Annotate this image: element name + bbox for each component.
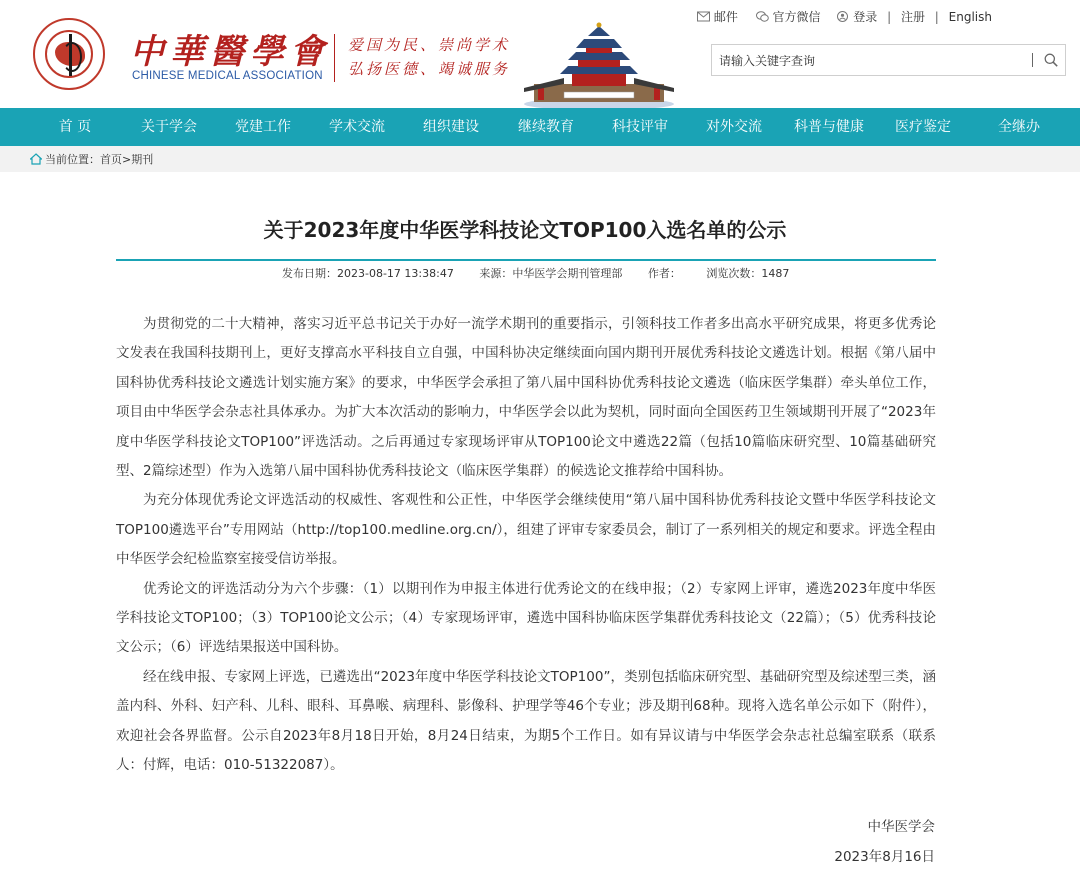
temple-of-heaven-illustration — [524, 22, 674, 108]
slogan-line-2: 弘扬医德、竭诚服务 — [348, 60, 511, 78]
nav-item-review[interactable]: 科技评审 — [612, 119, 668, 135]
logo-divider — [334, 34, 335, 82]
slogan-line-1: 爱国为民、崇尚学术 — [348, 36, 511, 54]
breadcrumb-path[interactable]: 首页>期刊 — [100, 153, 154, 166]
link-separator: | — [887, 9, 892, 24]
paragraph: 为贯彻党的二十大精神，落实习近平总书记关于办好一流学术期刊的重要指示，引领科技工作者多出高水平研究成果，将更多优秀论文发表在我国科技期刊上，更好支撑高水平科技自立自强，中国科协决定继续面向国内期刊开展优秀科技论文遴选计划。根据《第八届中国科协优秀科技论文遴选计划实施方案》的要求，中华医学会承担了第八届中国科协优秀科技论文遴选（临床医学集群）牵头单位工作，项目由中华医学会杂志社具体承办。为扩大本次活动的影响力，中华医学会以此为契机，同时面向全国医药卫生领域期刊开展了“2023年度中华医学科技论文TOP100”评选活动。之后再通过专家现场评审从TOP100论文中遴选22篇（包括10篇临床研究型、10篇基础研究型、2篇综述型）作为入选第八届中国科协优秀科技论文（临床医学集群）的候选论文推荐给中国科协。 — [116, 316, 936, 480]
breadcrumb — [30, 151, 153, 167]
top-links — [697, 8, 992, 25]
article-title: 关于2023年度中华医学科技论文TOP100入选名单的公示 — [263, 218, 787, 242]
search-divider — [1032, 53, 1033, 67]
signature: 中华医学会 — [867, 819, 935, 835]
nav-item-foreign[interactable]: 对外交流 — [706, 119, 762, 135]
search-box — [711, 44, 1066, 76]
wechat-icon — [756, 11, 769, 22]
view-count: 浏览次数：1487 — [706, 267, 790, 280]
register-link[interactable]: 注册 — [900, 10, 925, 24]
nav-item-jiban[interactable]: 全继办 — [998, 119, 1040, 135]
association-emblem-icon[interactable] — [33, 18, 105, 90]
breadcrumb-bar — [0, 146, 1080, 172]
logo-english-name[interactable]: CHINESE MEDICAL ASSOCIATION — [132, 70, 323, 82]
search-icon[interactable] — [1044, 53, 1058, 67]
search-input[interactable] — [717, 50, 1021, 72]
publish-date: 发布日期：2023-08-17 13:38:47 — [282, 267, 454, 280]
nav-item-party[interactable]: 党建工作 — [235, 119, 291, 135]
english-link[interactable]: English — [948, 9, 992, 24]
mail-icon — [697, 11, 710, 22]
site-header — [0, 0, 1080, 108]
paragraph: 为充分体现优秀论文评选活动的权威性、客观性和公正性，中华医学会继续使用“第八届中国科协优秀科技论文暨中华医学科技论文TOP100遴选平台”专用网站（http://top100.medline.org.cn/），组建了评审专家委员会，制订了一系列相关的规定和要求。评选全程由中华医学会纪检监察室接受信访举报。 — [116, 492, 936, 568]
nav-item-education[interactable]: 继续教育 — [518, 119, 574, 135]
logo-chinese-name[interactable]: 中華醫學會 — [130, 32, 330, 72]
home-icon — [30, 153, 42, 165]
article-source: 来源：中华医学会期刊管理部 — [479, 267, 623, 280]
nav-item-academic[interactable]: 学术交流 — [329, 119, 385, 135]
nav-item-about[interactable]: 关于学会 — [141, 119, 197, 135]
paragraph: 经在线申报、专家网上评选，已遴选出“2023年度中华医学科技论文TOP100”，类别包括临床研究型、基础研究型及综述型三类，涵盖内科、外科、妇产科、儿科、眼科、耳鼻喉、病理科、影像科、护理学等46个专业；涉及期刊68种。现将入选名单公示如下（附件），欢迎社会各界监督。公示自2023年8月18日开始，8月24日结束，为期5个工作日。如有异议请与中华医学会杂志社总编室联系（联系人：付辉，电话：010-51322087）。 — [116, 668, 936, 774]
article-body — [116, 310, 936, 781]
paragraph: 优秀论文的评选活动分为六个步骤：（1）以期刊作为申报主体进行优秀论文的在线申报；（2）专家网上评审，遴选2023年度中华医学科技论文TOP100；（3）TOP100论文公示；（4）专家现场评审，遴选中国科协临床医学集群优秀科技论文（22篇）；（5）优秀科技论文公示；（6）评选结果报送中国科协。 — [116, 580, 936, 656]
wechat-link[interactable]: 官方微信 — [772, 10, 821, 24]
nav-item-organization[interactable]: 组织建设 — [423, 119, 479, 135]
link-separator: | — [934, 9, 939, 24]
signature-date: 2023年8月16日 — [834, 849, 935, 865]
article-meta — [282, 265, 811, 281]
nav-item-health[interactable]: 科普与健康 — [794, 119, 864, 135]
user-icon — [836, 11, 849, 22]
login-link[interactable]: 登录 — [853, 10, 878, 24]
nav-item-appraisal[interactable]: 医疗鉴定 — [895, 119, 951, 135]
article-author: 作者： — [647, 267, 681, 280]
title-divider — [116, 259, 936, 261]
main-nav — [0, 108, 1080, 146]
nav-item-home[interactable]: 首 页 — [58, 119, 92, 135]
mail-link[interactable]: 邮件 — [713, 10, 738, 24]
breadcrumb-label: 当前位置： — [45, 153, 100, 166]
